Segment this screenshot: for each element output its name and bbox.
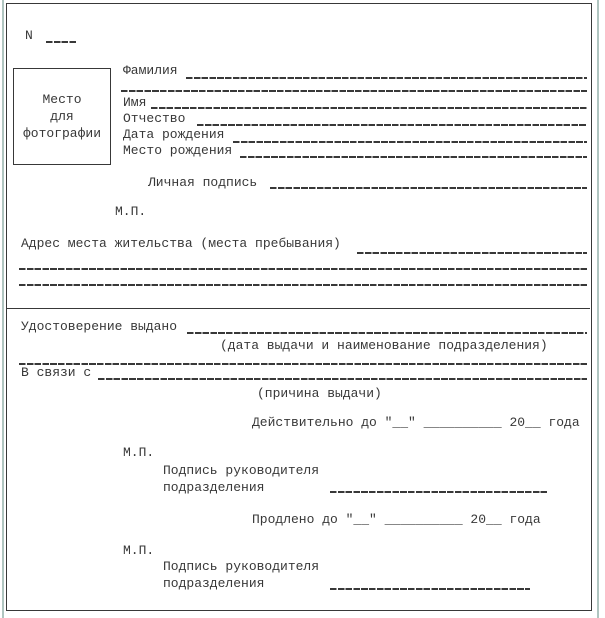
birth-place-label: Место рождения [123,143,233,158]
stamp-abbreviation-3: М.П. [123,543,155,558]
head-signature-label-2b: подразделения [163,576,265,591]
extended-until-text: Продлено до "__" __________ 20__ года [252,512,541,527]
photo-placeholder-text-line1: Место [42,92,82,107]
issued-line [187,332,587,334]
patronymic-line [197,124,587,126]
photo-placeholder-text-line3: фотографии [22,126,101,141]
personal-signature-label: Личная подпись [148,175,258,190]
birth-date-line [233,141,587,143]
photo-placeholder-text-line2: для [50,109,74,124]
right-page-edge [597,0,599,618]
patronymic-label: Отчество [123,111,186,126]
address-line-1 [357,252,587,254]
reason-hint: (причина выдачи) [257,386,382,401]
head-signature-label-1a: Подпись руководителя [163,463,320,478]
surname-label: Фамилия [123,63,178,78]
address-label: Адрес места жительства (места пребывания) [21,236,341,251]
address-line-3 [19,284,587,286]
stamp-abbreviation-2: М.П. [123,445,155,460]
issued-hint: (дата выдачи и наименование подразделения) [220,338,548,353]
valid-until-text: Действительно до "__" __________ 20__ года [252,415,580,430]
birth-date-label: Дата рождения [123,127,225,142]
given-name-line [151,107,587,109]
issued-extra-line [19,363,587,365]
certificate-number-line [46,41,76,43]
section-divider [7,308,590,309]
reason-label: В связи с [21,365,92,380]
reason-line [98,378,587,380]
head-signature-line-2 [330,588,530,590]
surname-extra-line [121,90,587,92]
left-page-edge [2,0,4,618]
head-signature-line-1 [330,491,547,493]
head-signature-label-1b: подразделения [163,480,265,495]
birth-place-line [240,156,587,158]
issued-label: Удостоверение выдано [21,319,178,334]
address-line-2 [19,268,587,270]
surname-line [186,77,587,79]
certificate-number-label: N [25,28,33,43]
personal-signature-line [270,187,587,189]
head-signature-label-2a: Подпись руководителя [163,559,320,574]
stamp-abbreviation-1: М.П. [115,204,147,219]
photo-placeholder-box [13,68,111,165]
given-name-label: Имя [123,95,147,110]
